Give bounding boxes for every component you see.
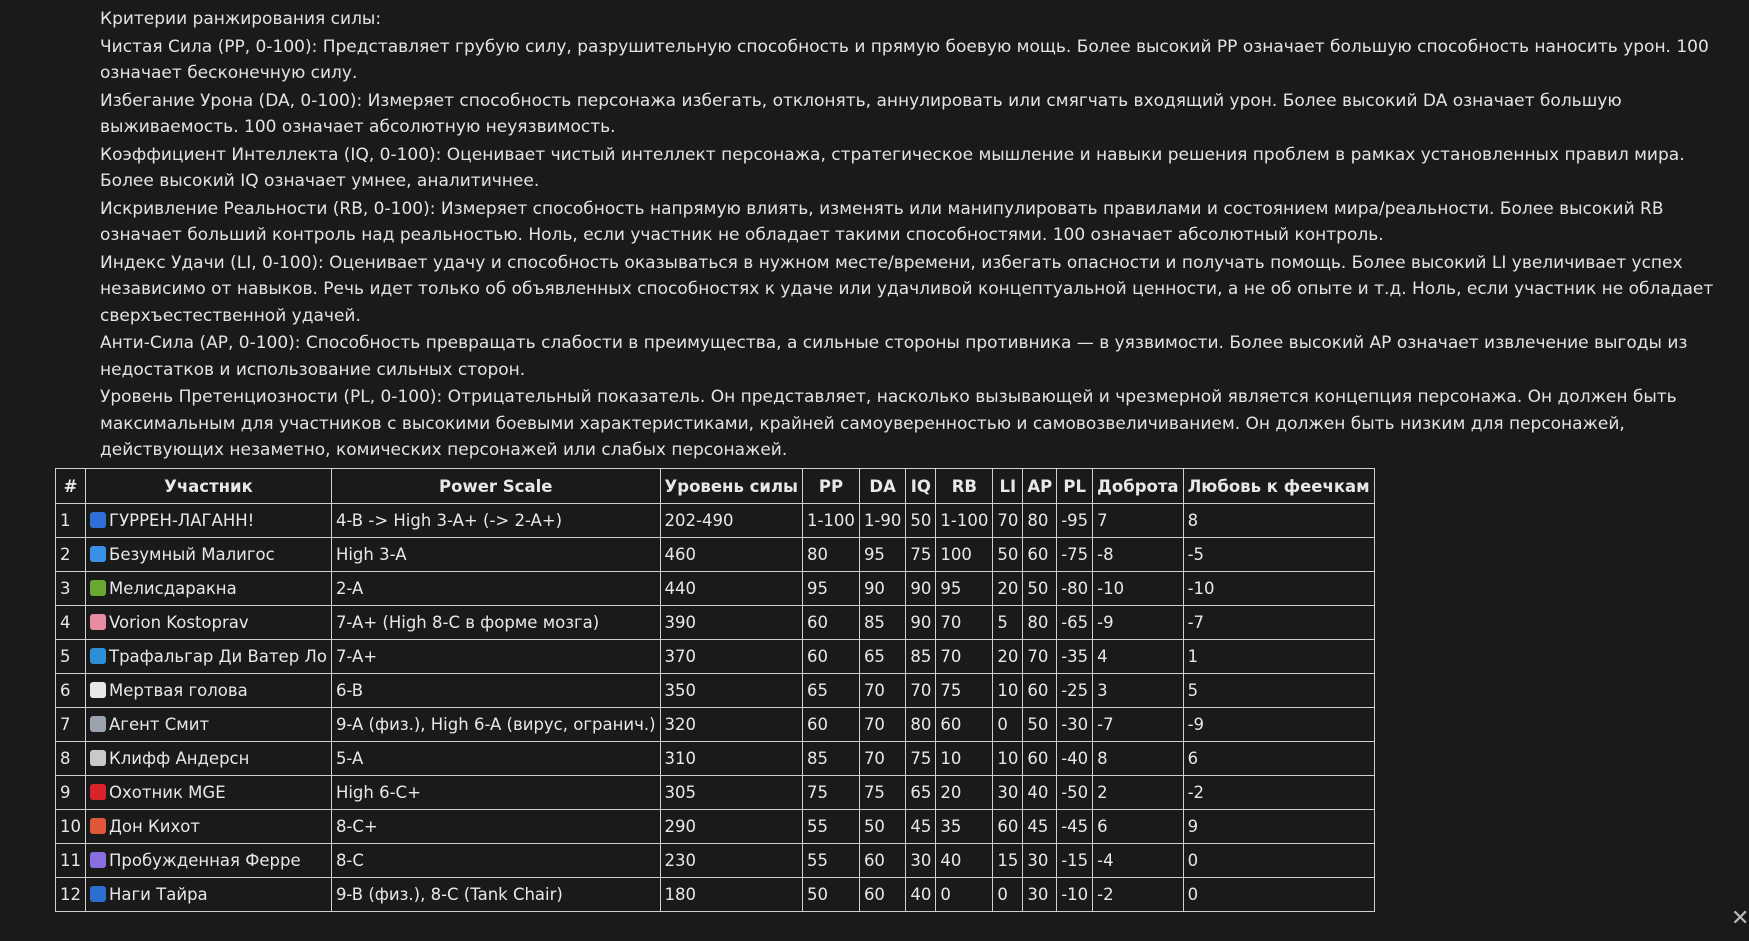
kind-cell: 3 (1093, 674, 1183, 708)
power-scale-cell: 9-A (физ.), High 6-A (вирус, огранич.) (331, 708, 660, 742)
da-cell: 90 (859, 572, 905, 606)
message-content (100, 0, 1720, 464)
da-cell: 70 (859, 708, 905, 742)
brain-icon (90, 614, 106, 630)
col-header-power-level: Уровень силы (660, 469, 802, 504)
participant-name: Охотник MGE (109, 783, 226, 802)
kind-cell: 7 (1093, 504, 1183, 538)
pp-cell: 60 (802, 708, 859, 742)
power-level-cell: 390 (660, 606, 802, 640)
li-cell: 20 (993, 640, 1023, 674)
pl-cell: -15 (1057, 844, 1093, 878)
corner-chevron-icon[interactable]: ✕ (1731, 906, 1749, 931)
col-header-number: # (56, 469, 86, 504)
table-row (56, 504, 1375, 538)
power-scale-cell: 8-C (331, 844, 660, 878)
li-cell: 5 (993, 606, 1023, 640)
power-scale-cell: 5-A (331, 742, 660, 776)
table-row (56, 878, 1375, 912)
pl-cell: -40 (1057, 742, 1093, 776)
table-row (56, 810, 1375, 844)
pp-cell: 75 (802, 776, 859, 810)
wheelchair-icon (90, 886, 106, 902)
participant-name: Клифф Андерсн (109, 749, 250, 768)
criteria-iq: Коэффициент Интеллекта (IQ, 0-100): Оценивает чистый интеллект персонажа, стратегическое мышление и навыки решения проблем в рамках установленных правил мира. Более высокий IQ означает умнее, аналитичнее. (100, 144, 1685, 191)
participant-cell (86, 776, 332, 810)
iq-cell: 50 (906, 504, 936, 538)
power-level-cell: 320 (660, 708, 802, 742)
participant-name: Дон Кихот (109, 817, 200, 836)
participant-name: Агент Смит (109, 715, 210, 734)
love-cell: 1 (1183, 640, 1374, 674)
rb-cell: 70 (936, 640, 993, 674)
criteria-ap: Анти-Сила (AP, 0-100): Способность превращать слабости в преимущества, а сильные стороны противника — в уязвимости. Более высокий AP означает извлечение выгоды из недостатков и использование сильных сторон. (100, 333, 1688, 380)
da-cell: 1-90 (859, 504, 905, 538)
ap-cell: 60 (1023, 742, 1057, 776)
criteria-section (100, 6, 1720, 464)
table-body (56, 504, 1375, 912)
power-level-cell: 290 (660, 810, 802, 844)
ranking-table-wrapper (55, 468, 1375, 912)
table-row (56, 538, 1375, 572)
iq-cell: 45 (906, 810, 936, 844)
col-header-da: DA (859, 469, 905, 504)
ap-cell: 30 (1023, 844, 1057, 878)
row-number: 2 (56, 538, 86, 572)
iq-cell: 70 (906, 674, 936, 708)
criteria-pl: Уровень Претенциозности (PL, 0-100): Отрицательный показатель. Он представляет, насколько вызывающей и чрезмерной является концепция персонажа. Он должен быть максимальным для участников с высокими боевыми характеристиками, крайней самоуверенностью и самовозвеличиванием. Он должен быть низким для персонажей, действующих незаметно, комических персонажей или слабых персонажей. (100, 387, 1677, 460)
iq-cell: 65 (906, 776, 936, 810)
row-number: 1 (56, 504, 86, 538)
row-number: 6 (56, 674, 86, 708)
criteria-pp: Чистая Сила (PP, 0-100): Представляет грубую силу, разрушительную способность и прямую боевую мощь. Более высокий PP означает большую способность наносить урон. 100 означает бесконечную силу. (100, 36, 1709, 83)
row-number: 8 (56, 742, 86, 776)
iq-cell: 40 (906, 878, 936, 912)
da-cell: 95 (859, 538, 905, 572)
power-scale-cell: High 3-A (331, 538, 660, 572)
pl-cell: -50 (1057, 776, 1093, 810)
power-level-cell: 180 (660, 878, 802, 912)
pl-cell: -30 (1057, 708, 1093, 742)
pp-cell: 60 (802, 606, 859, 640)
participant-cell (86, 572, 332, 606)
col-header-iq: IQ (906, 469, 936, 504)
power-scale-cell: 7-A+ (331, 640, 660, 674)
participant-name: Пробужденная Ферре (109, 851, 301, 870)
row-number: 10 (56, 810, 86, 844)
row-number: 9 (56, 776, 86, 810)
pp-cell: 55 (802, 844, 859, 878)
table-row (56, 606, 1375, 640)
kind-cell: -4 (1093, 844, 1183, 878)
col-header-kindness: Доброта (1093, 469, 1183, 504)
kind-cell: -9 (1093, 606, 1183, 640)
col-header-pp: PP (802, 469, 859, 504)
ap-cell: 60 (1023, 538, 1057, 572)
pp-cell: 1-100 (802, 504, 859, 538)
participant-cell (86, 810, 332, 844)
blue-gem-icon (90, 512, 106, 528)
music-notes-icon (90, 852, 106, 868)
da-cell: 60 (859, 878, 905, 912)
pp-cell: 65 (802, 674, 859, 708)
participant-cell (86, 844, 332, 878)
power-scale-cell: High 6-C+ (331, 776, 660, 810)
ap-cell: 80 (1023, 504, 1057, 538)
participant-name: Мертвая голова (109, 681, 248, 700)
criteria-rb: Искривление Реальности (RB, 0-100): Измеряет способность напрямую влиять, изменять или манипулировать правилами и состоянием мира/реальности. Более высокий RB означает больший контроль над реальностью. Ноль, если участник не обладает такими способностями. 100 означает абсолютный контроль. (100, 198, 1664, 245)
col-header-participant: Участник (86, 469, 332, 504)
table-row (56, 572, 1375, 606)
love-cell: -7 (1183, 606, 1374, 640)
rb-cell: 95 (936, 572, 993, 606)
col-header-pl: PL (1057, 469, 1093, 504)
laptop-icon (90, 716, 106, 732)
blue-diamond-icon (90, 546, 106, 562)
power-level-cell: 460 (660, 538, 802, 572)
wave-icon (90, 648, 106, 664)
power-scale-cell: 6-B (331, 674, 660, 708)
ap-cell: 80 (1023, 606, 1057, 640)
row-number: 4 (56, 606, 86, 640)
kind-cell: 6 (1093, 810, 1183, 844)
kind-cell: 8 (1093, 742, 1183, 776)
power-level-cell: 305 (660, 776, 802, 810)
pp-cell: 50 (802, 878, 859, 912)
pl-cell: -10 (1057, 878, 1093, 912)
pl-cell: -35 (1057, 640, 1093, 674)
skull-icon (90, 682, 106, 698)
da-cell: 65 (859, 640, 905, 674)
kind-cell: 4 (1093, 640, 1183, 674)
participant-cell (86, 708, 332, 742)
li-cell: 70 (993, 504, 1023, 538)
pp-cell: 95 (802, 572, 859, 606)
participant-name: Vorion Kostoprav (109, 613, 249, 632)
iq-cell: 90 (906, 572, 936, 606)
participant-name: ГУРРЕН-ЛАГАНН! (109, 511, 255, 530)
li-cell: 60 (993, 810, 1023, 844)
ap-cell: 50 (1023, 572, 1057, 606)
table-row (56, 708, 1375, 742)
blood-drop-icon (90, 784, 106, 800)
iq-cell: 90 (906, 606, 936, 640)
love-cell: 5 (1183, 674, 1374, 708)
col-header-rb: RB (936, 469, 993, 504)
da-cell: 60 (859, 844, 905, 878)
pl-cell: -65 (1057, 606, 1093, 640)
da-cell: 85 (859, 606, 905, 640)
li-cell: 30 (993, 776, 1023, 810)
criteria-li: Индекс Удачи (LI, 0-100): Оценивает удачу и способность оказываться в нужном месте/времени, избегать опасности и получать помощь. Более высокий LI увеличивает успех независимо от навыков. Речь идет только об объявленных способностях к удаче или удачливой концептуальной ценности, а не об опыте и т.д. Ноль, если участник не обладает сверхъестественной удачей. (100, 252, 1714, 326)
participant-cell (86, 606, 332, 640)
da-cell: 70 (859, 674, 905, 708)
li-cell: 10 (993, 674, 1023, 708)
participant-name: Наги Тайра (109, 885, 208, 904)
power-scale-cell: 8-C+ (331, 810, 660, 844)
rb-cell: 20 (936, 776, 993, 810)
ap-cell: 50 (1023, 708, 1057, 742)
rb-cell: 100 (936, 538, 993, 572)
pp-cell: 85 (802, 742, 859, 776)
ranking-table (55, 468, 1375, 912)
li-cell: 15 (993, 844, 1023, 878)
iq-cell: 75 (906, 538, 936, 572)
dancer-icon (90, 818, 106, 834)
kind-cell: 2 (1093, 776, 1183, 810)
kind-cell: -2 (1093, 878, 1183, 912)
rb-cell: 1-100 (936, 504, 993, 538)
rb-cell: 75 (936, 674, 993, 708)
participant-cell (86, 742, 332, 776)
row-number: 7 (56, 708, 86, 742)
love-cell: 0 (1183, 844, 1374, 878)
participant-name: Безумный Малигос (109, 545, 275, 564)
table-row (56, 742, 1375, 776)
iq-cell: 80 (906, 708, 936, 742)
kind-cell: -7 (1093, 708, 1183, 742)
power-level-cell: 202-490 (660, 504, 802, 538)
row-number: 5 (56, 640, 86, 674)
rb-cell: 70 (936, 606, 993, 640)
pl-cell: -75 (1057, 538, 1093, 572)
kind-cell: -10 (1093, 572, 1183, 606)
rb-cell: 40 (936, 844, 993, 878)
rb-cell: 60 (936, 708, 993, 742)
iq-cell: 30 (906, 844, 936, 878)
participant-cell (86, 504, 332, 538)
love-cell: 9 (1183, 810, 1374, 844)
power-scale-cell: 9-B (физ.), 8-C (Tank Chair) (331, 878, 660, 912)
participant-cell (86, 640, 332, 674)
da-cell: 70 (859, 742, 905, 776)
power-level-cell: 310 (660, 742, 802, 776)
power-level-cell: 350 (660, 674, 802, 708)
love-cell: -2 (1183, 776, 1374, 810)
dragon-icon (90, 580, 106, 596)
love-cell: -10 (1183, 572, 1374, 606)
pl-cell: -45 (1057, 810, 1093, 844)
kind-cell: -8 (1093, 538, 1183, 572)
col-header-li: LI (993, 469, 1023, 504)
power-scale-cell: 7-A+ (High 8-C в форме мозга) (331, 606, 660, 640)
da-cell: 50 (859, 810, 905, 844)
power-level-cell: 230 (660, 844, 802, 878)
criteria-title: Критерии ранжирования силы: (100, 9, 382, 29)
power-scale-cell: 2-A (331, 572, 660, 606)
iq-cell: 75 (906, 742, 936, 776)
li-cell: 0 (993, 878, 1023, 912)
da-cell: 75 (859, 776, 905, 810)
ap-cell: 40 (1023, 776, 1057, 810)
ap-cell: 30 (1023, 878, 1057, 912)
li-cell: 50 (993, 538, 1023, 572)
criteria-da: Избегание Урона (DA, 0-100): Измеряет способность персонажа избегать, отклонять, аннулировать или смягчать входящий урон. Более высокий DA означает большую выживаемость. 100 означает абсолютную неуязвимость. (100, 90, 1622, 137)
pp-cell: 55 (802, 810, 859, 844)
power-level-cell: 370 (660, 640, 802, 674)
power-level-cell: 440 (660, 572, 802, 606)
crossed-swords-icon (90, 750, 106, 766)
pp-cell: 80 (802, 538, 859, 572)
love-cell: 8 (1183, 504, 1374, 538)
li-cell: 20 (993, 572, 1023, 606)
participant-name: Трафальгар Ди Ватер Ло (109, 647, 327, 666)
rb-cell: 35 (936, 810, 993, 844)
li-cell: 10 (993, 742, 1023, 776)
participant-name: Мелисдаракна (109, 579, 237, 598)
iq-cell: 85 (906, 640, 936, 674)
table-row (56, 674, 1375, 708)
participant-cell (86, 878, 332, 912)
power-scale-cell: 4-B -> High 3-A+ (-> 2-A+) (331, 504, 660, 538)
table-row (56, 776, 1375, 810)
row-number: 3 (56, 572, 86, 606)
col-header-fairy-love: Любовь к феечкам (1183, 469, 1374, 504)
table-header-row (56, 469, 1375, 504)
participant-cell (86, 674, 332, 708)
ap-cell: 70 (1023, 640, 1057, 674)
love-cell: 0 (1183, 878, 1374, 912)
row-number: 12 (56, 878, 86, 912)
col-header-power-scale: Power Scale (331, 469, 660, 504)
pl-cell: -95 (1057, 504, 1093, 538)
love-cell: -5 (1183, 538, 1374, 572)
love-cell: -9 (1183, 708, 1374, 742)
pl-cell: -25 (1057, 674, 1093, 708)
participant-cell (86, 538, 332, 572)
ap-cell: 45 (1023, 810, 1057, 844)
rb-cell: 10 (936, 742, 993, 776)
love-cell: 6 (1183, 742, 1374, 776)
col-header-ap: AP (1023, 469, 1057, 504)
ap-cell: 60 (1023, 674, 1057, 708)
pl-cell: -80 (1057, 572, 1093, 606)
pp-cell: 60 (802, 640, 859, 674)
table-row (56, 640, 1375, 674)
table-row (56, 844, 1375, 878)
li-cell: 0 (993, 708, 1023, 742)
row-number: 11 (56, 844, 86, 878)
rb-cell: 0 (936, 878, 993, 912)
